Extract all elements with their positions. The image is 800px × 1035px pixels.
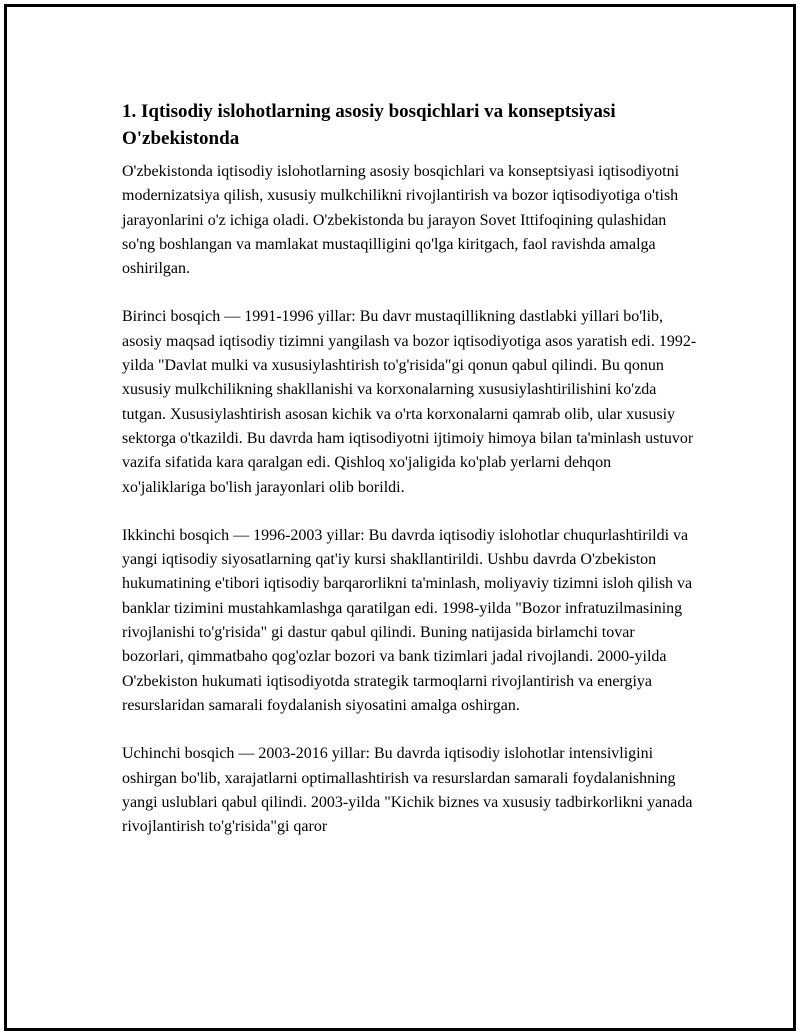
paragraph-intro: O'zbekistonda iqtisodiy islohotlarning asosiy bosqichlari va konseptsiyasi iqtisodiyotni modernizatsiya qilish, xususiy mulkchilikni rivojlantirish va bozor iqtisodiyotiga o'tish jarayonlarini o'z ichiga oladi. O'zbekistonda bu jarayon Sovet Ittifoqining qulashidan so'ng boshlangan va mamlakat mustaqilligini qo'lga kiritgach, faol ravishda amalga oshirilgan. [122, 163, 680, 278]
document-title: 1. Iqtisodiy islohotlarning asosiy bosqichlari va konseptsiyasi O'zbekistonda [122, 101, 616, 149]
paragraph-stage-two: Ikkinchi bosqich — 1996-2003 yillar: Bu davrda iqtisodiy islohotlar chuqurlashtirildi va yangi iqtisodiy siyosatlarning qat'iy kursi shakllantirildi. Ushbu davrda O'zbekiston hukumatining e'tibori iqtisodiy barqarorlikni ta'minlash, moliyaviy tizimni isloh qilish va banklar tizimini mustahkamlashga qaratilgan edi. 1998-yilda "Bozor infratuzilmasining rivojlanishi to'g'risida" gi dastur qabul qilindi. Buning natijasida birlamchi tovar bozorlari, qimmatbaho qog'ozlar bozori va bank tizimlari jadal rivojlandi. 2000-yilda O'zbekiston hukumati iqtisodiyotda strategik tarmoqlarni rivojlantirish va energiya resurslaridan samarali foydalanish siyosatini amalga oshirgan. [122, 526, 693, 714]
paragraph-stage-three: Uchinchi bosqich — 2003-2016 yillar: Bu davrda iqtisodiy islohotlar intensivligini oshirgan bo'lib, xarajatlarni optimallashtirish va resurslardan samarali foydalanishning yangi uslublari qabul qilindi. 2003-yilda "Kichik biznes va xususiy tadbirkorlikni yanada rivojlantirish to'g'risida"gi qaror [122, 745, 693, 836]
document-body [122, 98, 697, 863]
page-frame [4, 4, 796, 1031]
paragraph-stage-one: Birinci bosqich — 1991-1996 yillar: Bu davr mustaqillikning dastlabki yillari bo'lib, asosiy maqsad iqtisodiy tizimni yangilash va bozor iqtisodiyotiga asos yaratish edi. 1992-yilda "Davlat mulki va xususiylashtirish to'g'risida"gi qonun qabul qilindi. Bu qonun xususiy mulkchilikning shakllanishi va korxonalarning xususiylashtirilishini ko'zda tutgan. Xususiylashtirish asosan kichik va o'rta korxonalarni qamrab olib, ular xususiy sektorga o'tkazildi. Bu davrda ham iqtisodiyotni ijtimoiy himoya bilan ta'minlash ustuvor vazifa sifatida kara qaralgan edi. Qishloq xo'jaligida ko'plab yerlarni dehqon xo'jaliklariga bo'lish jarayonlari olib borildi. [122, 308, 697, 496]
